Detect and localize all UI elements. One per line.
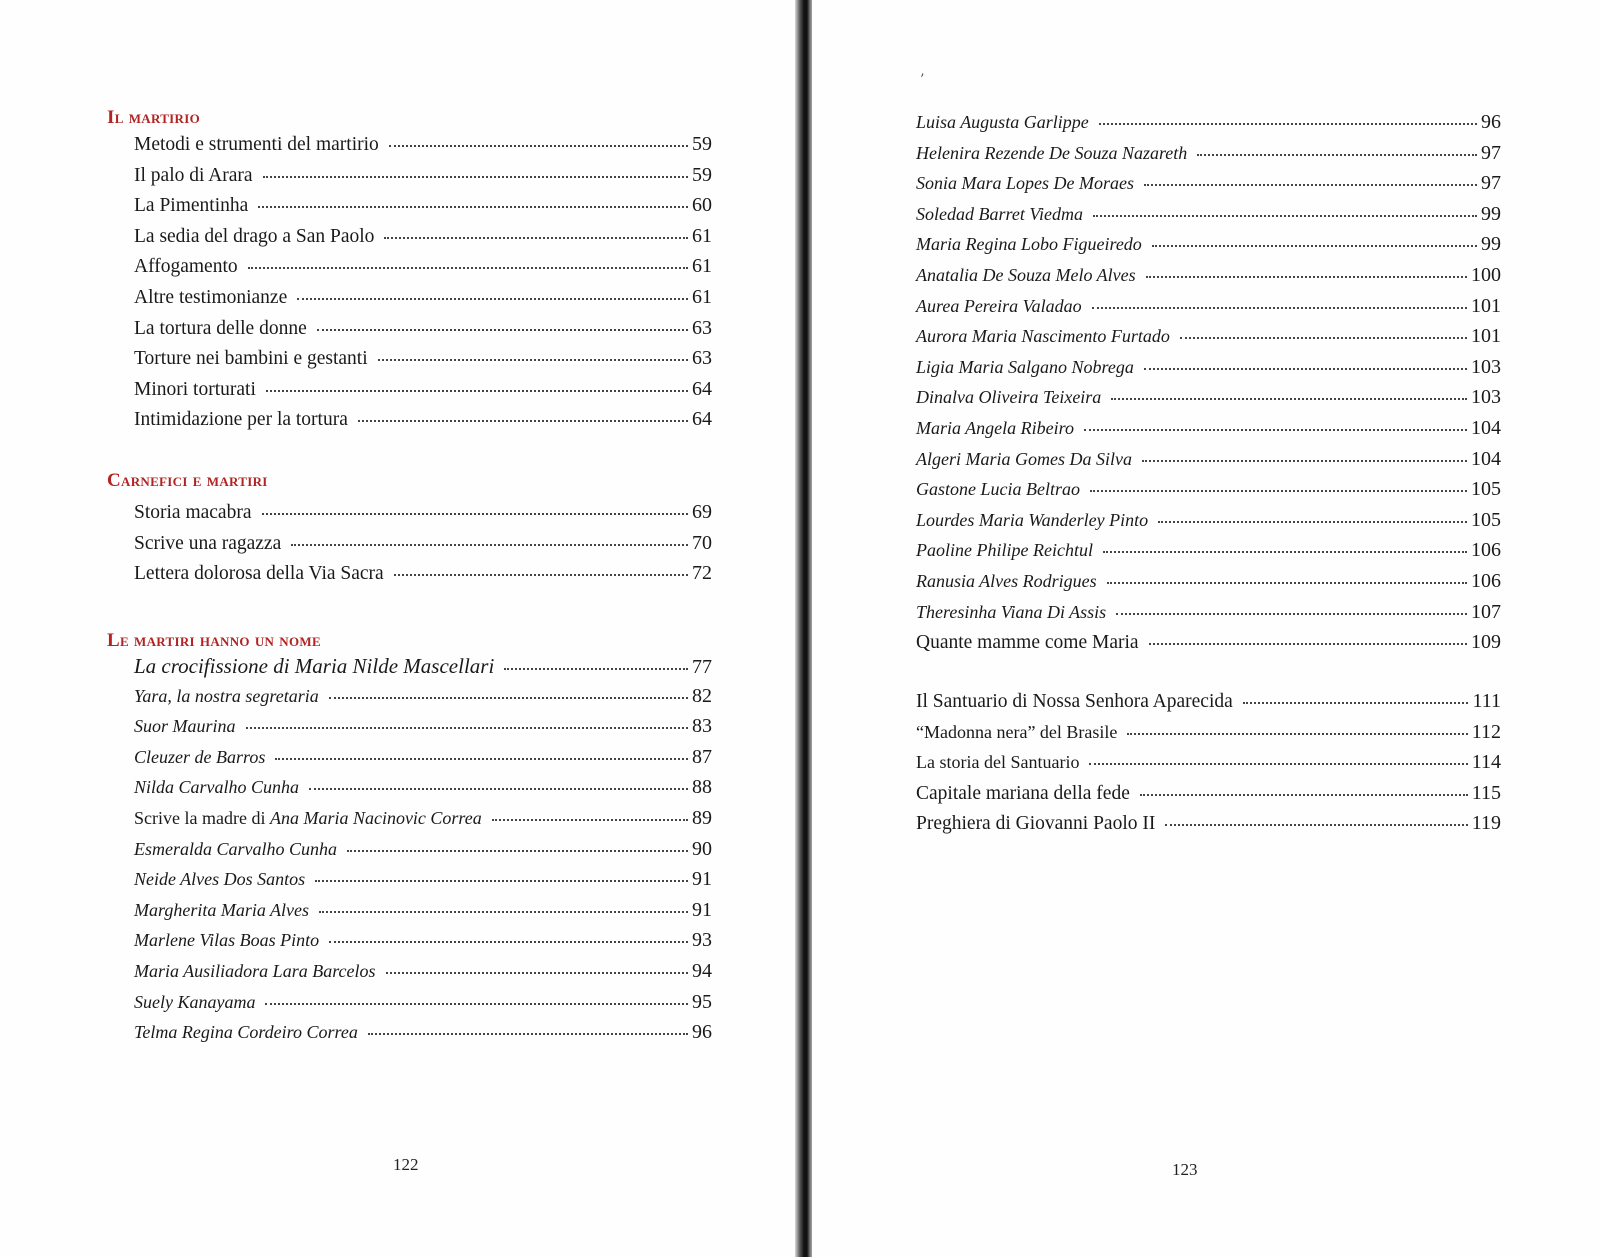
toc-entry[interactable] — [916, 751, 1501, 782]
entry-title: Esmeralda Carvalho Cunha — [134, 838, 338, 859]
dot-leader — [329, 697, 688, 699]
dot-leader — [1099, 123, 1477, 125]
dot-leader — [315, 880, 688, 882]
entry-title: Il palo di Arara — [134, 164, 253, 186]
dot-leader — [368, 1033, 688, 1035]
entry-title: “Madonna nera” del Brasile — [916, 721, 1118, 742]
entry-page-number: 88 — [692, 776, 712, 799]
toc-entry[interactable] — [916, 325, 1501, 356]
toc-entry[interactable] — [134, 654, 712, 685]
entry-title: Margherita Maria Alves — [134, 899, 309, 920]
entry-title: Aurora Maria Nascimento Furtado — [916, 326, 1170, 347]
dot-leader — [275, 758, 688, 760]
entry-page-number: 72 — [692, 562, 712, 585]
page-number-right: 123 — [1172, 1160, 1198, 1179]
toc-entry[interactable] — [916, 264, 1501, 295]
toc-entry[interactable] — [134, 194, 712, 225]
toc-entry[interactable] — [134, 685, 712, 716]
entry-title: Anatalia De Souza Melo Alves — [916, 264, 1136, 285]
toc-entry[interactable] — [916, 233, 1501, 264]
entry-title: Minori torturati — [134, 378, 256, 400]
dot-leader — [246, 727, 688, 729]
entry-page-number: 99 — [1481, 233, 1501, 256]
entry-page-number: 96 — [692, 1021, 712, 1044]
entry-page-number: 91 — [692, 868, 712, 891]
dot-leader — [1090, 490, 1467, 492]
entry-title: Marlene Vilas Boas Pinto — [134, 930, 320, 951]
dot-leader — [1084, 429, 1467, 431]
toc-entry[interactable] — [134, 347, 712, 378]
dot-leader — [262, 513, 689, 515]
dot-leader — [248, 267, 688, 269]
dot-leader — [263, 176, 688, 178]
toc-list-right-italic — [916, 111, 1501, 662]
entry-title: La crocifissione di Maria Nilde Mascellari — [134, 654, 495, 678]
entry-page-number: 60 — [692, 194, 712, 217]
entry-page-number: 109 — [1471, 631, 1501, 654]
dot-leader — [504, 668, 688, 670]
toc-entry[interactable] — [134, 317, 712, 348]
toc-entry[interactable] — [916, 478, 1501, 509]
toc-entry[interactable] — [916, 448, 1501, 479]
entry-title: Affogamento — [134, 256, 238, 278]
dot-leader — [1093, 215, 1477, 217]
dot-leader — [384, 237, 688, 239]
dot-leader — [1089, 763, 1467, 765]
entry-page-number: 105 — [1471, 478, 1501, 501]
toc-entry[interactable] — [916, 386, 1501, 417]
entry-page-number: 97 — [1481, 141, 1501, 164]
entry-title: Ranusia Alves Rodrigues — [916, 570, 1097, 591]
entry-page-number: 96 — [1481, 111, 1501, 133]
entry-page-number: 105 — [1471, 508, 1501, 531]
toc-entry[interactable] — [134, 225, 712, 256]
dot-leader — [1152, 245, 1477, 247]
toc-list-santuario — [916, 690, 1501, 843]
entry-title: Luisa Augusta Garlippe — [916, 112, 1089, 132]
entry-page-number: 106 — [1471, 569, 1501, 592]
dot-leader — [1107, 582, 1467, 584]
toc-entry[interactable] — [134, 532, 712, 563]
section-heading-carnefici-e-martiri: Carnefici e martiri — [107, 470, 268, 491]
toc-entry[interactable] — [916, 417, 1501, 448]
entry-page-number: 61 — [692, 285, 712, 308]
entry-title: Suor Maurina — [134, 716, 236, 737]
entry-page-number: 114 — [1471, 751, 1501, 774]
dot-leader — [358, 420, 688, 422]
toc-entry[interactable] — [134, 807, 712, 838]
toc-entry[interactable] — [134, 255, 712, 286]
entry-title — [134, 808, 482, 829]
entry-title: Maria Ausiliadora Lara Barcelos — [134, 960, 376, 981]
toc-entry[interactable] — [134, 868, 712, 899]
entry-title: Storia macabra — [134, 502, 252, 523]
entry-page-number: 101 — [1471, 325, 1501, 348]
entry-page-number: 64 — [692, 408, 712, 431]
entry-title: Metodi e strumenti del martirio — [134, 134, 379, 155]
entry-page-number: 103 — [1471, 386, 1501, 409]
entry-page-number: 103 — [1471, 355, 1501, 378]
entry-page-number: 104 — [1471, 416, 1501, 439]
entry-title-plain: Scrive la madre di — [134, 807, 270, 828]
dot-leader — [378, 359, 688, 361]
entry-title: Neide Alves Dos Santos — [134, 869, 306, 890]
toc-entry[interactable] — [916, 539, 1501, 570]
dot-leader — [1103, 551, 1467, 553]
entry-title: Telma Regina Cordeiro Correa — [134, 1022, 358, 1043]
entry-title: La storia del Santuario — [916, 752, 1080, 773]
entry-title: Ligia Maria Salgano Nobrega — [916, 356, 1134, 377]
toc-entry[interactable] — [916, 601, 1501, 632]
toc-entry[interactable] — [916, 295, 1501, 326]
toc-entry[interactable] — [916, 721, 1501, 752]
entry-title: Lourdes Maria Wanderley Pinto — [916, 509, 1149, 530]
toc-entry[interactable] — [916, 356, 1501, 387]
page-number-left: 122 — [393, 1155, 419, 1174]
entry-title: Yara, la nostra segretaria — [134, 685, 319, 706]
entry-page-number: 100 — [1471, 263, 1501, 286]
toc-entry[interactable] — [916, 570, 1501, 601]
entry-page-number: 106 — [1471, 539, 1501, 562]
dot-leader — [266, 390, 688, 392]
entry-title: Scrive una ragazza — [134, 532, 282, 554]
entry-page-number: 69 — [692, 501, 712, 523]
toc-entry[interactable] — [916, 631, 1501, 662]
entry-page-number: 104 — [1471, 447, 1501, 470]
entry-title: Lettera dolorosa della Via Sacra — [134, 563, 384, 585]
entry-title: Helenira Rezende De Souza Nazareth — [916, 142, 1188, 163]
entry-title: Soledad Barret Viedma — [916, 203, 1083, 224]
toc-entry[interactable] — [916, 172, 1501, 203]
toc-entry[interactable] — [134, 960, 712, 991]
dot-leader — [1180, 337, 1467, 339]
toc-entry[interactable] — [916, 111, 1501, 142]
toc-entry[interactable] — [916, 690, 1501, 721]
entry-title: Dinalva Oliveira Teixeira — [916, 387, 1102, 408]
dot-leader — [1142, 460, 1467, 462]
dot-leader — [1197, 154, 1477, 156]
toc-entry[interactable] — [134, 929, 712, 960]
entry-title: La Pimentinha — [134, 195, 249, 217]
dot-leader — [1158, 521, 1467, 523]
dot-leader — [265, 1003, 688, 1005]
toc-entry[interactable] — [134, 164, 712, 195]
dot-leader — [1127, 733, 1467, 735]
entry-page-number: 83 — [692, 715, 712, 738]
right-page — [812, 0, 1600, 1257]
entry-title: Theresinha Viana Di Assis — [916, 601, 1107, 622]
toc-entry[interactable] — [916, 142, 1501, 173]
dot-leader — [319, 911, 688, 913]
toc-list-martiri — [134, 654, 712, 1052]
toc-list-carnefici — [134, 501, 712, 593]
dot-leader — [291, 544, 688, 546]
toc-entry[interactable] — [134, 715, 712, 746]
toc-entry[interactable] — [134, 408, 712, 439]
entry-title: Algeri Maria Gomes Da Silva — [916, 448, 1132, 469]
toc-entry[interactable] — [916, 203, 1501, 234]
toc-entry[interactable] — [134, 746, 712, 777]
dot-leader — [1116, 613, 1467, 615]
dot-leader — [329, 941, 688, 943]
dot-leader — [492, 819, 688, 821]
toc-entry[interactable] — [916, 812, 1501, 843]
entry-title: Suely Kanayama — [134, 991, 256, 1012]
dot-leader — [297, 298, 688, 300]
toc-entry[interactable] — [134, 133, 712, 164]
dot-leader — [1165, 824, 1467, 826]
dot-leader — [389, 145, 688, 147]
entry-page-number: 111 — [1472, 690, 1501, 712]
dot-leader — [1144, 368, 1467, 370]
toc-entry[interactable] — [134, 562, 712, 593]
scan-speck: ’ — [920, 72, 925, 88]
section-heading-il-martirio: Il martirio — [107, 107, 200, 128]
toc-entry[interactable] — [916, 782, 1501, 813]
entry-page-number: 93 — [692, 929, 712, 952]
entry-page-number: 112 — [1471, 720, 1501, 743]
entry-page-number: 63 — [692, 316, 712, 339]
entry-title: Cleuzer de Barros — [134, 746, 266, 767]
dot-leader — [1146, 276, 1467, 278]
entry-title: Intimidazione per la tortura — [134, 409, 348, 431]
entry-title: La sedia del drago a San Paolo — [134, 225, 375, 247]
dot-leader — [1140, 794, 1468, 796]
dot-leader — [1111, 398, 1467, 400]
entry-page-number: 63 — [692, 347, 712, 370]
dot-leader — [394, 574, 688, 576]
entry-page-number: 61 — [692, 224, 712, 247]
entry-title: Nilda Carvalho Cunha — [134, 777, 300, 798]
dot-leader — [309, 788, 688, 790]
entry-page-number: 94 — [692, 959, 712, 982]
entry-title: Gastone Lucia Beltrao — [916, 479, 1080, 500]
section-heading-le-martiri: Le martiri hanno un nome — [107, 630, 321, 651]
entry-page-number: 87 — [692, 745, 712, 768]
entry-title: La tortura delle donne — [134, 317, 307, 339]
entry-title: Maria Angela Ribeiro — [916, 417, 1074, 438]
dot-leader — [1092, 307, 1467, 309]
entry-title: Preghiera di Giovanni Paolo II — [916, 813, 1156, 835]
toc-entry[interactable] — [134, 838, 712, 869]
dot-leader — [1144, 184, 1477, 186]
entry-page-number: 119 — [1471, 812, 1501, 835]
toc-entry[interactable] — [134, 991, 712, 1022]
entry-page-number: 99 — [1481, 202, 1501, 225]
entry-title: Capitale mariana della fede — [916, 782, 1130, 804]
entry-title: Sonia Mara Lopes De Moraes — [916, 173, 1134, 194]
entry-page-number: 59 — [692, 163, 712, 186]
toc-entry[interactable] — [134, 776, 712, 807]
entry-page-number: 82 — [692, 684, 712, 707]
dot-leader — [317, 329, 688, 331]
entry-page-number: 101 — [1471, 294, 1501, 317]
entry-page-number: 107 — [1471, 600, 1501, 623]
entry-title: Aurea Pereira Valadao — [916, 295, 1082, 316]
toc-entry[interactable] — [134, 899, 712, 930]
entry-page-number: 90 — [692, 837, 712, 860]
entry-page-number: 77 — [692, 656, 712, 678]
dot-leader — [386, 972, 688, 974]
toc-entry[interactable] — [916, 509, 1501, 540]
entry-page-number: 115 — [1471, 781, 1501, 804]
entry-page-number: 91 — [692, 898, 712, 921]
entry-page-number: 70 — [692, 531, 712, 554]
entry-page-number: 59 — [692, 133, 712, 155]
toc-entry[interactable] — [134, 286, 712, 317]
dot-leader — [1243, 702, 1469, 704]
entry-title: Quante mamme come Maria — [916, 632, 1139, 654]
dot-leader — [258, 206, 688, 208]
entry-page-number: 97 — [1481, 172, 1501, 195]
entry-title: Torture nei bambini e gestanti — [134, 348, 368, 370]
entry-title: Il Santuario di Nossa Senhora Aparecida — [916, 691, 1233, 712]
entry-title-italic: Ana Maria Nacinovic Correa — [269, 807, 482, 828]
dot-leader — [1149, 643, 1467, 645]
entry-page-number: 64 — [692, 377, 712, 400]
dot-leader — [347, 850, 688, 852]
toc-entry[interactable] — [134, 501, 712, 532]
entry-page-number: 89 — [692, 806, 712, 829]
toc-list-il-martirio — [134, 133, 712, 439]
entry-page-number: 95 — [692, 990, 712, 1013]
entry-title: Maria Regina Lobo Figueiredo — [916, 234, 1142, 255]
toc-entry[interactable] — [134, 378, 712, 409]
entry-title: Altre testimonianze — [134, 286, 288, 308]
entry-title: Paoline Philipe Reichtul — [916, 540, 1093, 561]
entry-page-number: 61 — [692, 255, 712, 278]
toc-entry[interactable] — [134, 1021, 712, 1052]
